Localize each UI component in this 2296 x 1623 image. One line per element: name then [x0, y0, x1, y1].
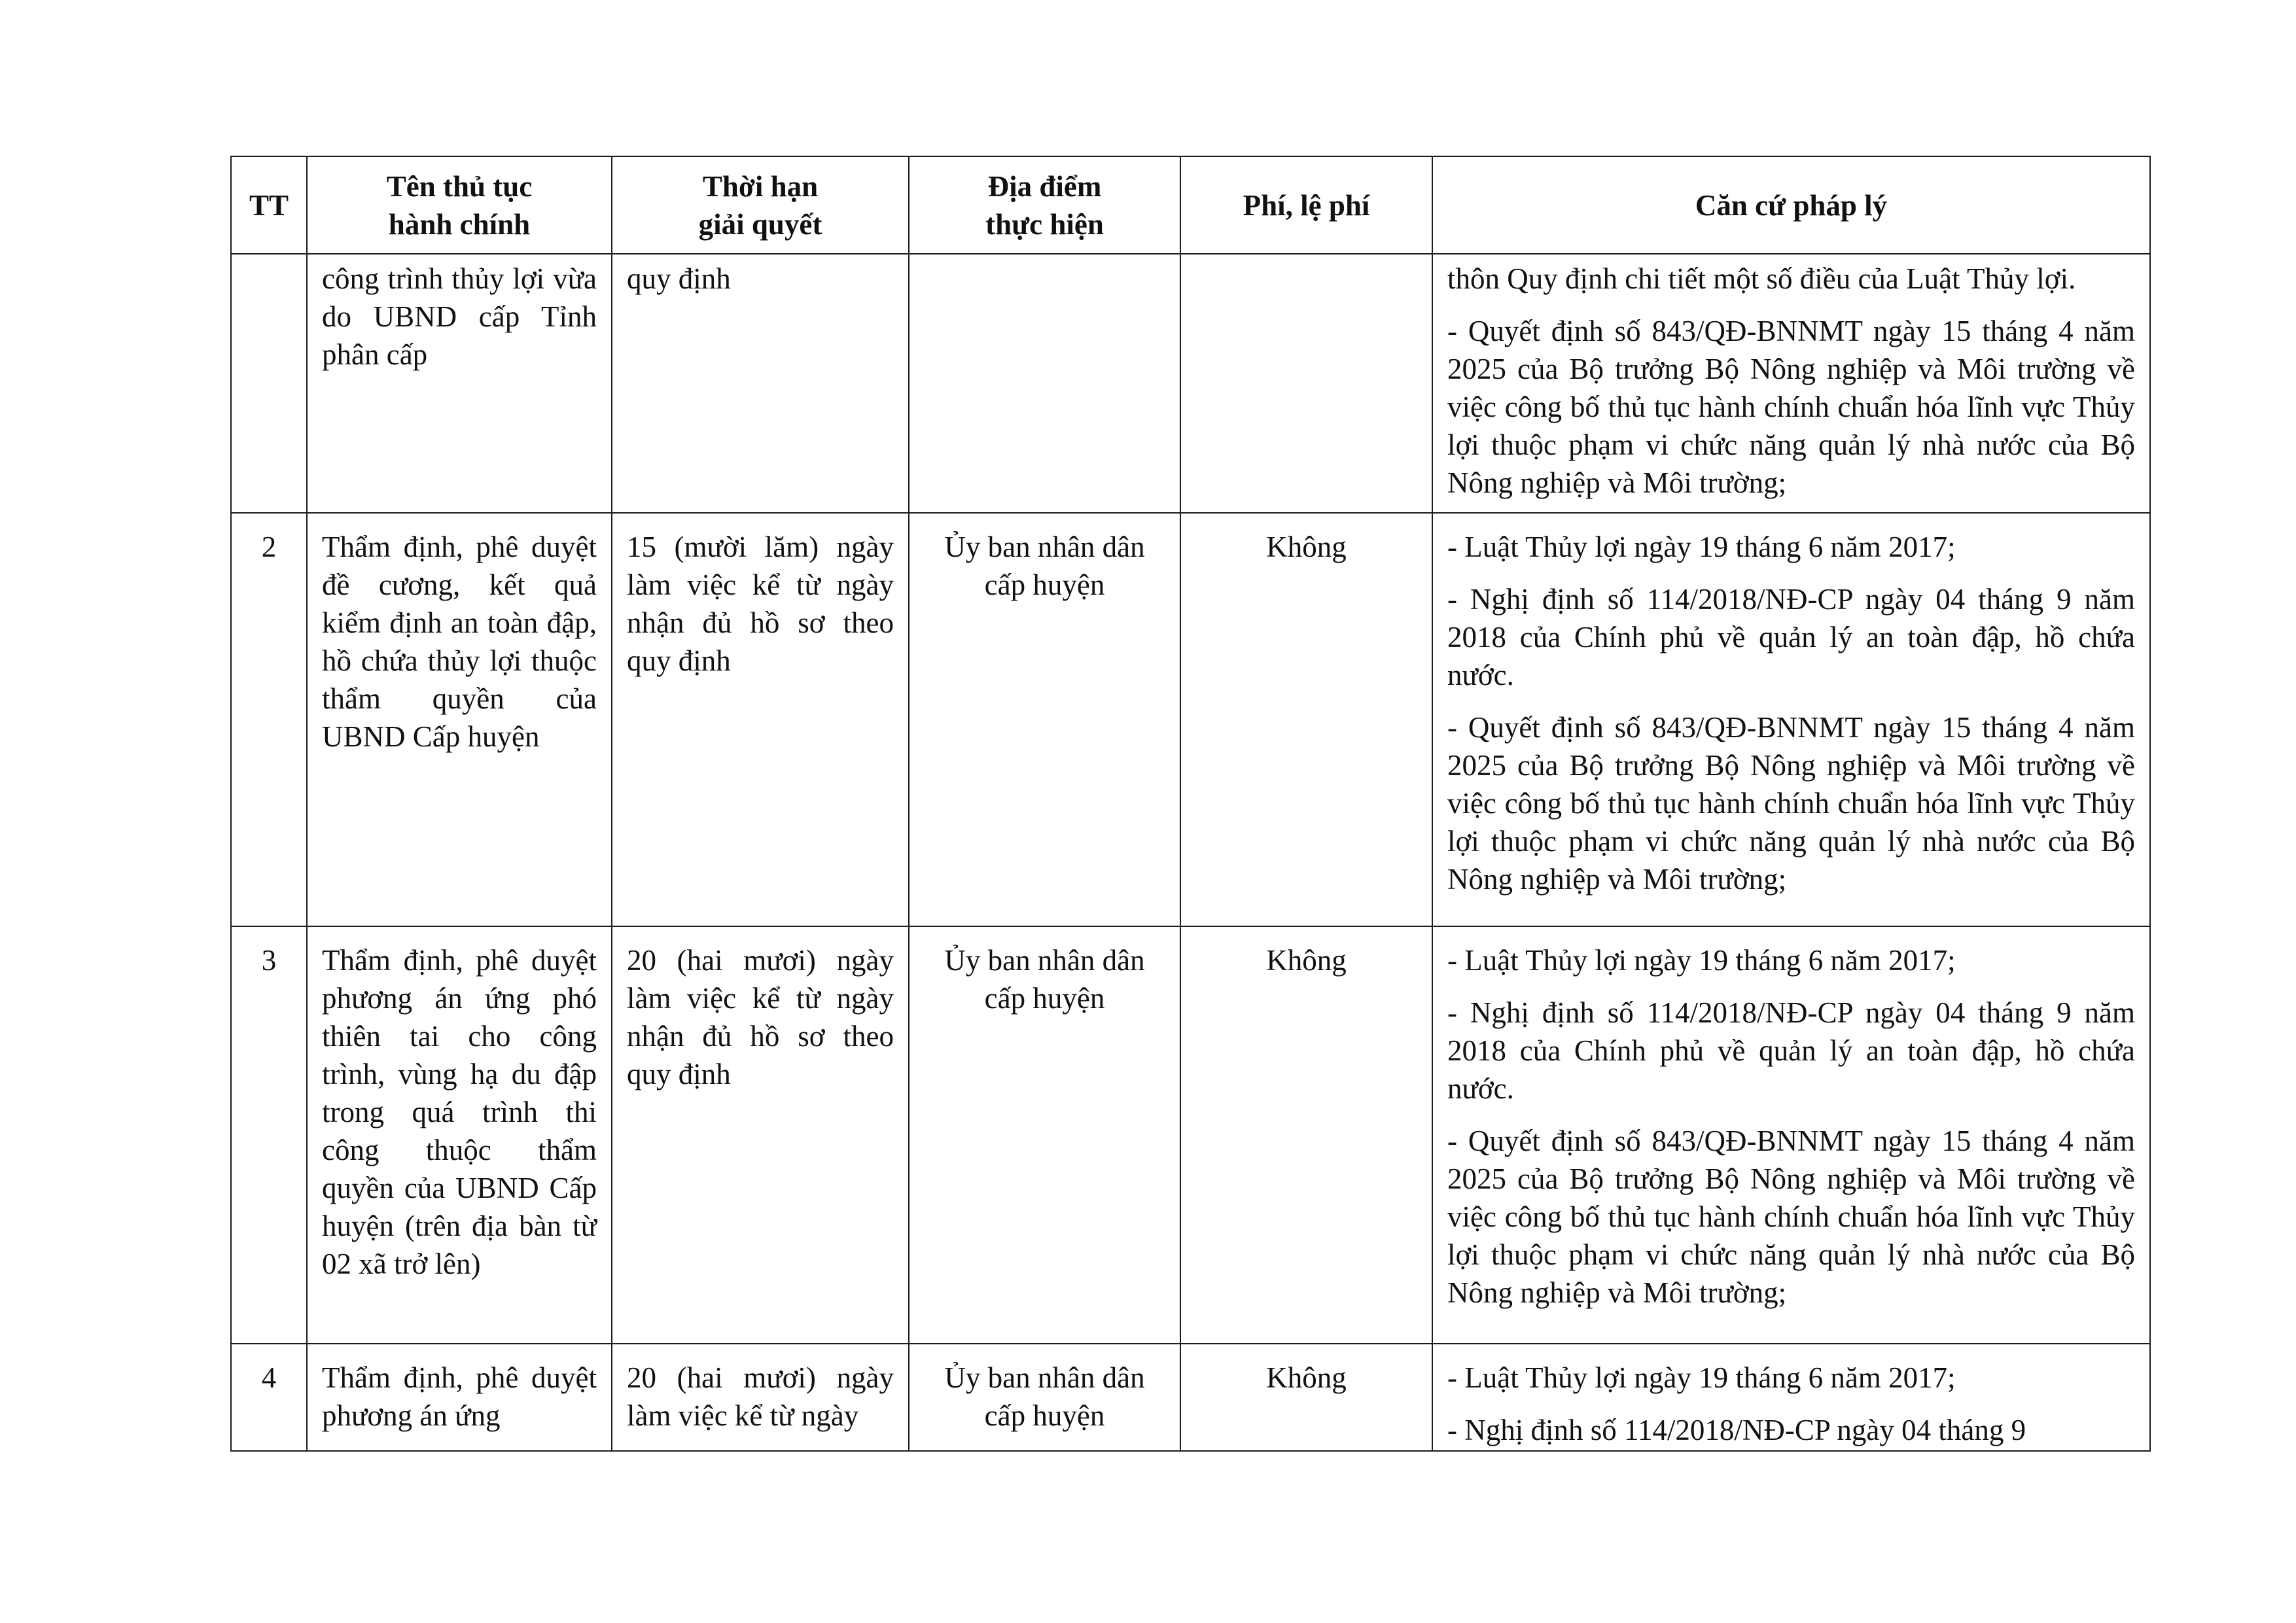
legal-basis-clip [1447, 1359, 2135, 1450]
cell-tt: 4 [231, 1344, 307, 1451]
cell-legal-basis [1432, 926, 2150, 1344]
table-row [231, 1344, 2150, 1451]
cell-tt: 2 [231, 513, 307, 926]
cell-procedure-name: Thẩm định, phê duyệt phương án ứng phó thiên tai cho công trình, vùng hạ du đập trong quá trình thi công thuộc thẩm quyền của UBND Cấp huyện (trên địa bàn từ 02 xã trở lên) [307, 926, 612, 1344]
cell-location: Ủy ban nhân dân cấp huyện [909, 1344, 1180, 1451]
header-time-limit: Thời hạn giải quyết [612, 156, 909, 254]
cell-location: Ủy ban nhân dân cấp huyện [909, 926, 1180, 1344]
legal-basis-item: - Nghị định số 114/2018/NĐ-CP ngày 04 tháng 9 năm 2018 của Chính phủ về quản lý an toàn đập, hồ chứa nước. [1447, 583, 2135, 691]
header-location: Địa điểm thực hiện [909, 156, 1180, 254]
cell-procedure-name: công trình thủy lợi vừa do UBND cấp Tỉnh phân cấp [307, 254, 612, 513]
legal-basis-item: - Quyết định số 843/QĐ-BNNMT ngày 15 tháng 4 năm 2025 của Bộ trưởng Bộ Nông nghiệp và Môi trường về việc công bố thủ tục hành chính chuẩn hóa lĩnh vực Thủy lợi thuộc phạm vi chức năng quản lý nhà nước của Bộ Nông nghiệp và Môi trường; [1447, 315, 2135, 499]
legal-basis-item: - Luật Thủy lợi ngày 19 tháng 6 năm 2017; [1447, 944, 1956, 977]
cell-legal-basis [1432, 513, 2150, 926]
header-legal-basis: Căn cứ pháp lý [1432, 156, 2150, 254]
cell-location [909, 254, 1180, 513]
legal-basis-item: thôn Quy định chi tiết một số điều của Luật Thủy lợi. [1447, 262, 2076, 295]
cell-location: Ủy ban nhân dân cấp huyện [909, 513, 1180, 926]
cell-fee: Không [1180, 513, 1432, 926]
table-header-row [231, 156, 2150, 254]
cell-procedure-name: Thẩm định, phê duyệt phương án ứng [307, 1344, 612, 1451]
cell-legal-basis [1432, 254, 2150, 513]
cell-fee [1180, 254, 1432, 513]
header-fee: Phí, lệ phí [1180, 156, 1432, 254]
cell-time-limit: 20 (hai mươi) ngày làm việc kể từ ngày [612, 1344, 909, 1451]
legal-basis-item: - Quyết định số 843/QĐ-BNNMT ngày 15 tháng 4 năm 2025 của Bộ trưởng Bộ Nông nghiệp và Môi trường về việc công bố thủ tục hành chính chuẩn hóa lĩnh vực Thủy lợi thuộc phạm vi chức năng quản lý nhà nước của Bộ Nông nghiệp và Môi trường; [1447, 711, 2135, 896]
procedures-table [230, 156, 2151, 1452]
legal-basis-item: - Luật Thủy lợi ngày 19 tháng 6 năm 2017; [1447, 1361, 1956, 1394]
table-row [231, 926, 2150, 1344]
cell-time-limit: 15 (mười lăm) ngày làm việc kể từ ngày nhận đủ hồ sơ theo quy định [612, 513, 909, 926]
cell-fee: Không [1180, 1344, 1432, 1451]
cell-tt [231, 254, 307, 513]
legal-basis-item: - Nghị định số 114/2018/NĐ-CP ngày 04 tháng 9 [1447, 1414, 2026, 1446]
legal-basis-item: - Quyết định số 843/QĐ-BNNMT ngày 15 tháng 4 năm 2025 của Bộ trưởng Bộ Nông nghiệp và Môi trường về việc công bố thủ tục hành chính chuẩn hóa lĩnh vực Thủy lợi thuộc phạm vi chức năng quản lý nhà nước của Bộ Nông nghiệp và Môi trường; [1447, 1125, 2135, 1309]
table-row [231, 254, 2150, 513]
header-tt: TT [231, 156, 307, 254]
cell-tt: 3 [231, 926, 307, 1344]
cell-time-limit: quy định [612, 254, 909, 513]
cell-time-limit: 20 (hai mươi) ngày làm việc kể từ ngày nhận đủ hồ sơ theo quy định [612, 926, 909, 1344]
header-procedure-name: Tên thủ tục hành chính [307, 156, 612, 254]
cell-legal-basis [1432, 1344, 2150, 1451]
cell-fee: Không [1180, 926, 1432, 1344]
table-row [231, 513, 2150, 926]
legal-basis-item: - Nghị định số 114/2018/NĐ-CP ngày 04 tháng 9 năm 2018 của Chính phủ về quản lý an toàn đập, hồ chứa nước. [1447, 996, 2135, 1105]
cell-procedure-name: Thẩm định, phê duyệt đề cương, kết quả kiểm định an toàn đập, hồ chứa thủy lợi thuộc thẩm quyền của UBND Cấp huyện [307, 513, 612, 926]
legal-basis-item: - Luật Thủy lợi ngày 19 tháng 6 năm 2017; [1447, 531, 1956, 563]
